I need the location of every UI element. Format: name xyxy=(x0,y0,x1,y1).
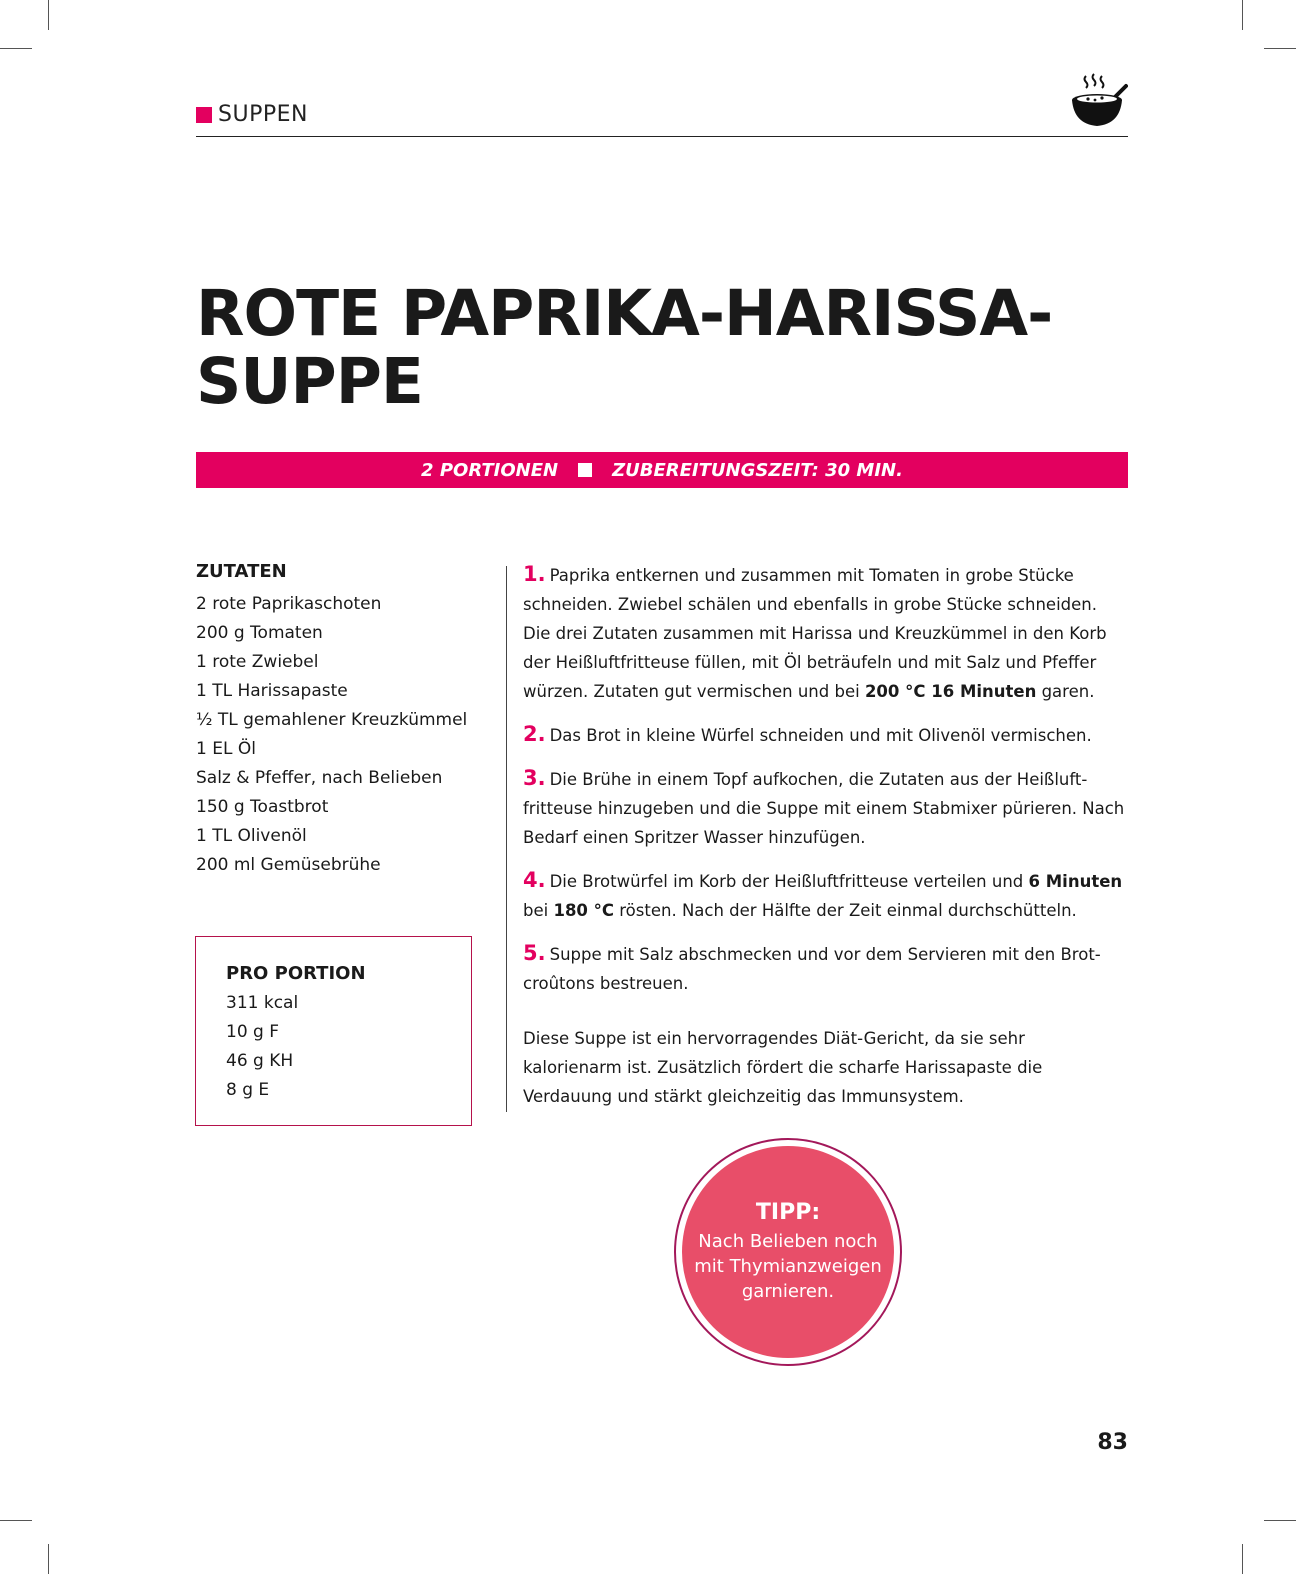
nutrition-heading: PRO PORTION xyxy=(226,963,366,984)
section-square-icon xyxy=(196,107,212,123)
ingredient-item: 200 g Tomaten xyxy=(196,623,323,643)
nutrition-item: 311 kcal xyxy=(226,993,299,1013)
nutrition-list xyxy=(226,989,471,1105)
banner-separator-icon xyxy=(578,463,592,477)
step-1 xyxy=(523,560,1128,706)
step-3 xyxy=(523,764,1128,852)
nutrition-item: 10 g F xyxy=(226,1022,280,1042)
crop-mark xyxy=(0,1520,32,1521)
crop-mark xyxy=(1264,1520,1296,1521)
ingredient-item: 1 TL Harissapaste xyxy=(196,681,348,701)
step-text: rösten. Nach der Hälfte der Zeit einmal durchschütteln. xyxy=(614,901,1077,920)
section-title: SUPPEN xyxy=(218,102,308,127)
recipe-title-line-1: ROTE PAPRIKA-HARISSA- xyxy=(196,277,1053,350)
step-text: Die Brühe in einem Topf aufkochen, die Zutaten aus der Heißluftfritteuse hinzugeben und die Suppe mit einem Stabmixer pürieren. Nach Bedarf einen Spritzer Wasser hinzufügen. xyxy=(523,770,1125,847)
step-4 xyxy=(523,866,1128,925)
step-number: 3. xyxy=(523,766,546,790)
step-5 xyxy=(523,939,1128,998)
step-highlight: 200 °C 16 Minuten xyxy=(864,682,1037,701)
ingredients-section xyxy=(196,560,486,880)
preparation-steps xyxy=(523,560,1128,1128)
tip-circle xyxy=(682,1146,894,1358)
step-number: 1. xyxy=(523,562,546,586)
recipe-info-banner xyxy=(196,452,1128,488)
step-highlight: 180 °C xyxy=(553,901,615,920)
steps-list xyxy=(523,560,1128,998)
step-text: Suppe mit Salz abschmecken und vor dem Servieren mit den Brotcroûtons bestreuen. xyxy=(523,945,1101,993)
tip-text: Nach Belieben noch mit Thymianzweigen garnieren. xyxy=(694,1231,882,1302)
ingredients-heading: ZUTATEN xyxy=(196,561,287,582)
column-divider xyxy=(506,566,507,1112)
recipe-note: Diese Suppe ist ein hervorragendes Diät-Gericht, da sie sehr kalorienarm ist. Zusätzlich fördert die scharfe Harissapaste die Verdauung und stärkt gleichzeitig das Immunsystem. xyxy=(523,1029,1043,1106)
page-number: 83 xyxy=(1097,1430,1128,1455)
crop-mark xyxy=(1242,0,1243,30)
ingredient-item: Salz & Pfeffer, nach Belieben xyxy=(196,768,443,788)
crop-mark xyxy=(48,1544,49,1574)
recipe-title-line-2: SUPPE xyxy=(196,345,423,418)
crop-mark xyxy=(1264,48,1296,49)
ingredient-item: 200 ml Gemüsebrühe xyxy=(196,855,381,875)
ingredients-list xyxy=(196,590,486,880)
ingredient-item: 2 rote Paprikaschoten xyxy=(196,594,382,614)
crop-mark xyxy=(1242,1544,1243,1574)
step-text: Das Brot in kleine Würfel schneiden und mit Olivenöl vermischen. xyxy=(549,726,1092,745)
step-highlight: 6 Minuten xyxy=(1028,872,1123,891)
step-text: Paprika entkernen und zusammen mit Tomaten in grobe Stücke schneiden. Zwiebel schälen und ebenfalls in grobe Stücke schneiden. Die drei Zutaten zusammen mit Harissa und Kreuzkümmel in den Korb der Heißluftfritteuse füllen, mit Öl beträufeln und mit Salz und Pfeffer würzen. Zutaten gut vermischen und bei xyxy=(523,566,1107,701)
step-number: 5. xyxy=(523,941,546,965)
tip-badge xyxy=(674,1138,902,1366)
step-2 xyxy=(523,720,1128,750)
ingredient-item: ½ TL gemahlener Kreuzkümmel xyxy=(196,710,468,730)
ingredient-item: 1 TL Olivenöl xyxy=(196,826,307,846)
step-number: 4. xyxy=(523,868,546,892)
nutrition-box xyxy=(195,936,472,1126)
portions-label: 2 PORTIONEN xyxy=(421,459,559,481)
tip-title: TIPP: xyxy=(755,1200,821,1225)
recipe-title xyxy=(196,277,1156,418)
nutrition-item: 46 g KH xyxy=(226,1051,294,1071)
step-text: Die Brotwürfel im Korb der Heißluftfritteuse verteilen und xyxy=(549,872,1029,891)
ingredient-item: 1 EL Öl xyxy=(196,739,256,759)
nutrition-item: 8 g E xyxy=(226,1080,270,1100)
page-header xyxy=(196,100,1128,137)
step-text: bei xyxy=(523,901,554,920)
crop-mark xyxy=(0,48,32,49)
ingredient-item: 150 g Toastbrot xyxy=(196,797,329,817)
prep-time-label: ZUBEREITUNGSZEIT: 30 MIN. xyxy=(612,459,903,481)
step-number: 2. xyxy=(523,722,546,746)
section-label xyxy=(196,102,308,127)
ingredient-item: 1 rote Zwiebel xyxy=(196,652,319,672)
soup-bowl-icon xyxy=(1070,70,1128,132)
crop-mark xyxy=(48,0,49,30)
step-text: garen. xyxy=(1036,682,1095,701)
